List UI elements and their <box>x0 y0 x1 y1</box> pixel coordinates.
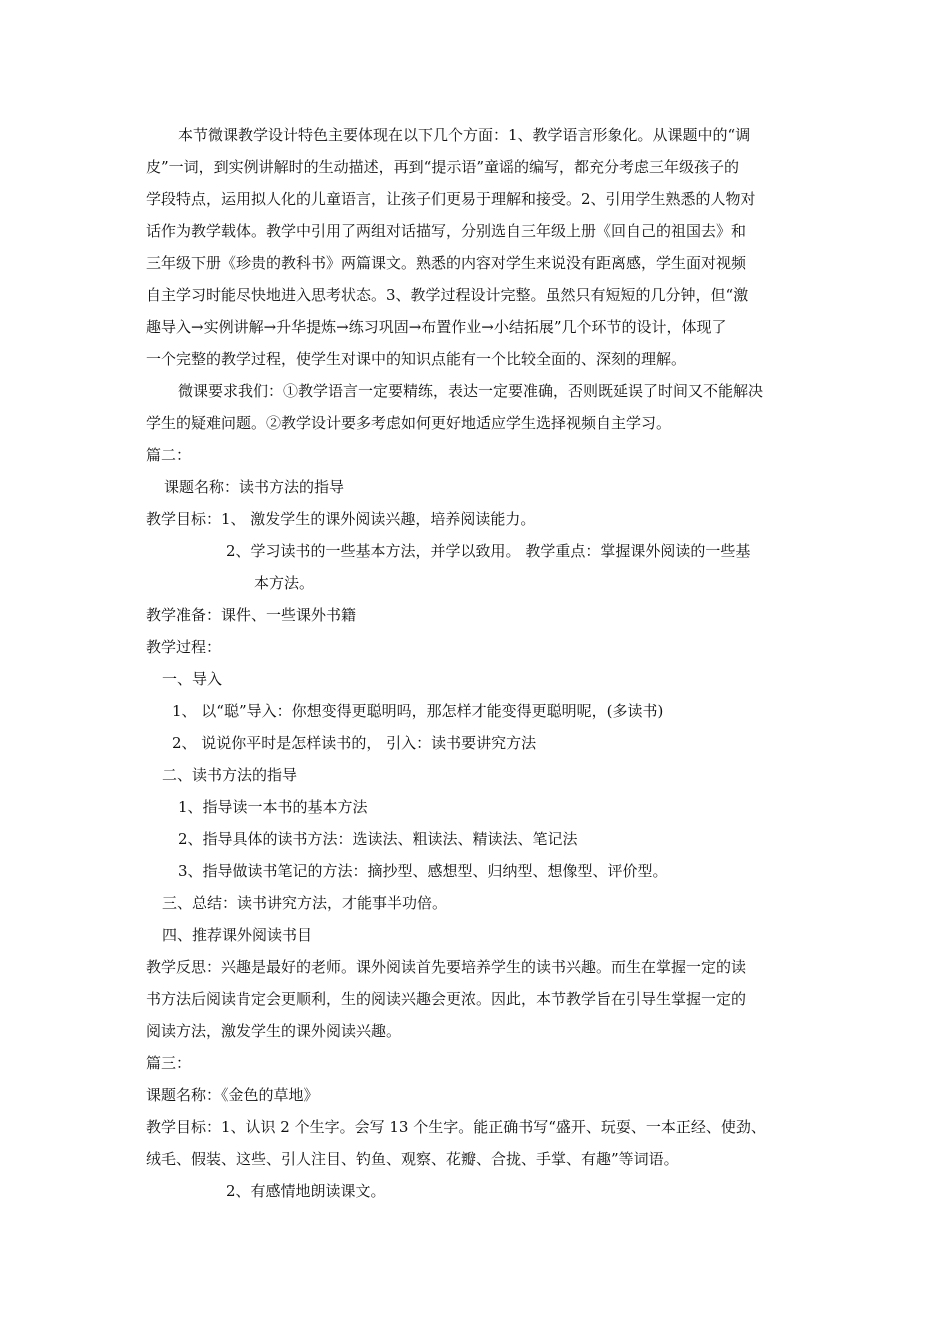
paragraph-line: 皮”一词，到实例讲解时的生动描述，再到“提示语”童谣的编写，都充分考虑三年级孩子的 <box>146 158 740 176</box>
list-item: 1、指导读一本书的基本方法 <box>178 798 368 816</box>
lesson-title: 课题名称：读书方法的指导 <box>164 478 345 496</box>
section-heading: 篇三： <box>146 1054 192 1072</box>
paragraph-line: 话作为教学载体。教学中引用了两组对话描写，分别选自三年级上册《回自己的祖国去》和 <box>146 222 747 240</box>
paragraph-line: 本节微课教学设计特色主要体现在以下几个方面：1、教学语言形象化。从课题中的“调 <box>178 126 751 144</box>
paragraph-line: 本方法。 <box>254 574 315 592</box>
section-heading: 篇二： <box>146 446 192 464</box>
paragraph-line: 2、有感情地朗读课文。 <box>226 1182 386 1200</box>
paragraph-line: 学段特点，运用拟人化的儿童语言，让孩子们更易于理解和接受。2、引用学生熟悉的人物对 <box>146 190 756 208</box>
paragraph-line: 趣导入→实例讲解→升华提炼→练习巩固→布置作业→小结拓展”几个环节的设计，体现了 <box>146 318 727 336</box>
paragraph-line: 2、学习读书的一些基本方法，并学以致用。 教学重点：掌握课外阅读的一些基 <box>226 542 751 560</box>
paragraph-line: 教学过程： <box>146 638 222 656</box>
list-item: 四、推荐课外阅读书目 <box>162 926 313 944</box>
list-item: 一、导入 <box>162 670 223 688</box>
list-item: 2、指导具体的读书方法：选读法、粗读法、精读法、笔记法 <box>178 830 578 848</box>
list-item: 1、 以“聪”导入：你想变得更聪明吗，那怎样才能变得更聪明呢，(多读书) <box>172 702 664 720</box>
paragraph-line: 自主学习时能尽快地进入思考状态。3、教学过程设计完整。虽然只有短短的几分钟，但“激 <box>146 286 749 304</box>
list-item: 2、 说说你平时是怎样读书的， 引入：读书要讲究方法 <box>172 734 537 752</box>
paragraph-line: 三年级下册《珍贵的教科书》两篇课文。熟悉的内容对学生来说没有距离感，学生面对视频 <box>146 254 747 272</box>
lesson-title: 课题名称：《金色的草地》 <box>146 1086 319 1104</box>
paragraph-line: 一个完整的教学过程，使学生对课中的知识点能有一个比较全面的、深刻的理解。 <box>146 350 687 368</box>
list-item: 三、总结：读书讲究方法，才能事半功倍。 <box>162 894 448 912</box>
paragraph-line: 绒毛、假装、这些、引人注目、钓鱼、观察、花瓣、合拢、手掌、有趣”等词语。 <box>146 1150 679 1168</box>
paragraph-line: 教学目标：1、认识 2 个生字。会写 13 个生字。能正确书写“盛开、玩耍、一本正经、使劲、 <box>146 1118 766 1136</box>
paragraph-line: 教学准备：课件、一些课外书籍 <box>146 606 357 624</box>
list-item: 二、读书方法的指导 <box>162 766 298 784</box>
paragraph-line: 阅读方法，激发学生的课外阅读兴趣。 <box>146 1022 402 1040</box>
paragraph-line: 学生的疑难问题。②教学设计要多考虑如何更好地适应学生选择视频自主学习。 <box>146 414 672 432</box>
list-item: 3、指导做读书笔记的方法：摘抄型、感想型、归纳型、想像型、评价型。 <box>178 862 668 880</box>
paragraph-line: 微课要求我们：①教学语言一定要精练，表达一定要准确，否则既延误了时间又不能解决 <box>178 382 764 400</box>
paragraph-line: 书方法后阅读肯定会更顺利，生的阅读兴趣会更浓。因此，本节教学旨在引导生掌握一定的 <box>146 990 747 1008</box>
paragraph-line: 教学反思：兴趣是最好的老师。课外阅读首先要培养学生的读书兴趣。而生在掌握一定的读 <box>146 958 747 976</box>
paragraph-line: 教学目标：1、 激发学生的课外阅读兴趣，培养阅读能力。 <box>146 510 536 528</box>
